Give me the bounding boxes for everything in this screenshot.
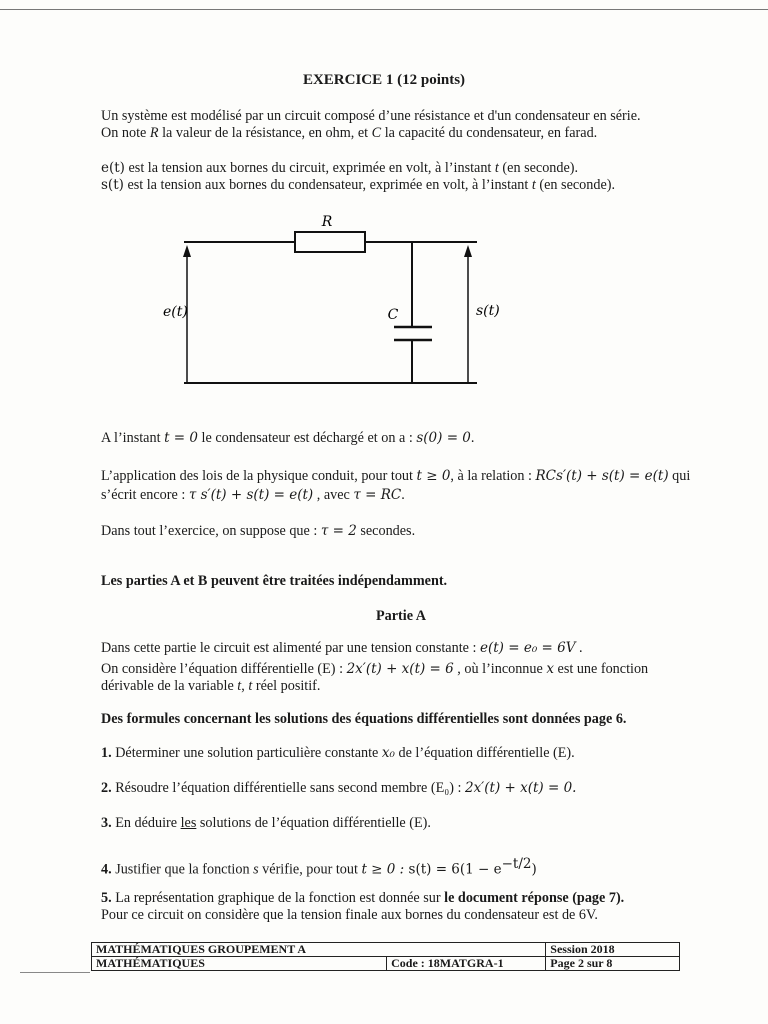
top-rule: [0, 9, 768, 10]
part-a-line-2: On considère l’équation différentielle (E) : 2x′(t) + x(t) = 6 , où l’inconnue x est une fonction: [101, 661, 649, 677]
arrow-s: [464, 245, 472, 257]
label-C: C: [387, 307, 399, 323]
resistor: [295, 232, 365, 252]
footer-session: Session 2018: [546, 943, 680, 957]
page-footer-table: [91, 942, 680, 971]
part-a-line-1: Dans cette partie le circuit est alimenté par une tension constante : e(t) = e₀ = 6V .: [101, 640, 583, 656]
def-s: s(t) est la tension aux bornes du condensateur, exprimée en volt, à l’instant t (en seconde).: [101, 177, 616, 193]
part-a-title: Partie A: [375, 608, 427, 624]
intro-line-1: Un système est modélisé par un circuit composé d’une résistance et d'un condensateur en série.: [101, 108, 641, 124]
question-3: 3. En déduire les solutions de l’équation différentielle (E).: [101, 815, 431, 831]
part-a-line-3: dérivable de la variable t, t réel positif.: [101, 678, 321, 694]
law-line-1: L’application des lois de la physique conduit, pour tout t ≥ 0, à la relation : RCs′(t) + s(t) = e(t) qui: [101, 468, 691, 484]
footer-subject-short: MATHÉMATIQUES: [92, 957, 387, 971]
question-4: 4. Justifier que la fonction s vérifie, pour tout t ≥ 0 : $s(t) = 6(1 - e^{-t/2})$: [101, 856, 537, 878]
parts-independent-note: Les parties A et B peuvent être traitées indépendamment.: [101, 573, 448, 589]
law-line-2: s’écrit encore : τ s′(t) + s(t) = e(t) , avec τ = RC.: [101, 487, 405, 503]
footer-page-number: Page 2 sur 8: [546, 957, 680, 971]
footer-subject: MATHÉMATIQUES GROUPEMENT A: [92, 943, 546, 957]
footer-code: Code : 18MATGRA-1: [387, 957, 546, 971]
initial-condition: A l’instant t = 0 le condensateur est déchargé et on a : s(0) = 0.: [101, 430, 475, 446]
label-R: R: [321, 214, 333, 230]
question-5-line-2: Pour ce circuit on considère que la tension finale aux bornes du condensateur est de 6V.: [101, 907, 598, 923]
intro-line-2: On note R la valeur de la résistance, en ohm, et C la capacité du condensateur, en farad.: [101, 125, 598, 141]
label-s: s(t): [476, 303, 500, 319]
question-2: 2. Résoudre l’équation différentielle sans second membre (E₀) : 2x′(t) + x(t) = 0.: [101, 780, 577, 796]
def-e: e(t) est la tension aux bornes du circuit, exprimée en volt, à l’instant t (en seconde).: [101, 160, 579, 176]
question-5-line-1: 5. La représentation graphique de la fonction est donnée sur le document réponse (page 7).: [101, 890, 625, 906]
formulas-note: Des formules concernant les solutions des équations différentielles sont données page 6.: [101, 711, 627, 727]
label-e: e(t): [163, 304, 188, 320]
arrow-e: [183, 245, 191, 257]
exercise-title: EXERCICE 1 (12 points): [302, 72, 466, 88]
question-1: 1. Déterminer une solution particulière constante x₀ de l’équation différentielle (E).: [101, 745, 575, 761]
tau-assumption: Dans tout l’exercice, on suppose que : τ = 2 secondes.: [101, 523, 416, 539]
rc-circuit-diagram: [0, 205, 768, 390]
footer-left-rule: [20, 972, 90, 973]
